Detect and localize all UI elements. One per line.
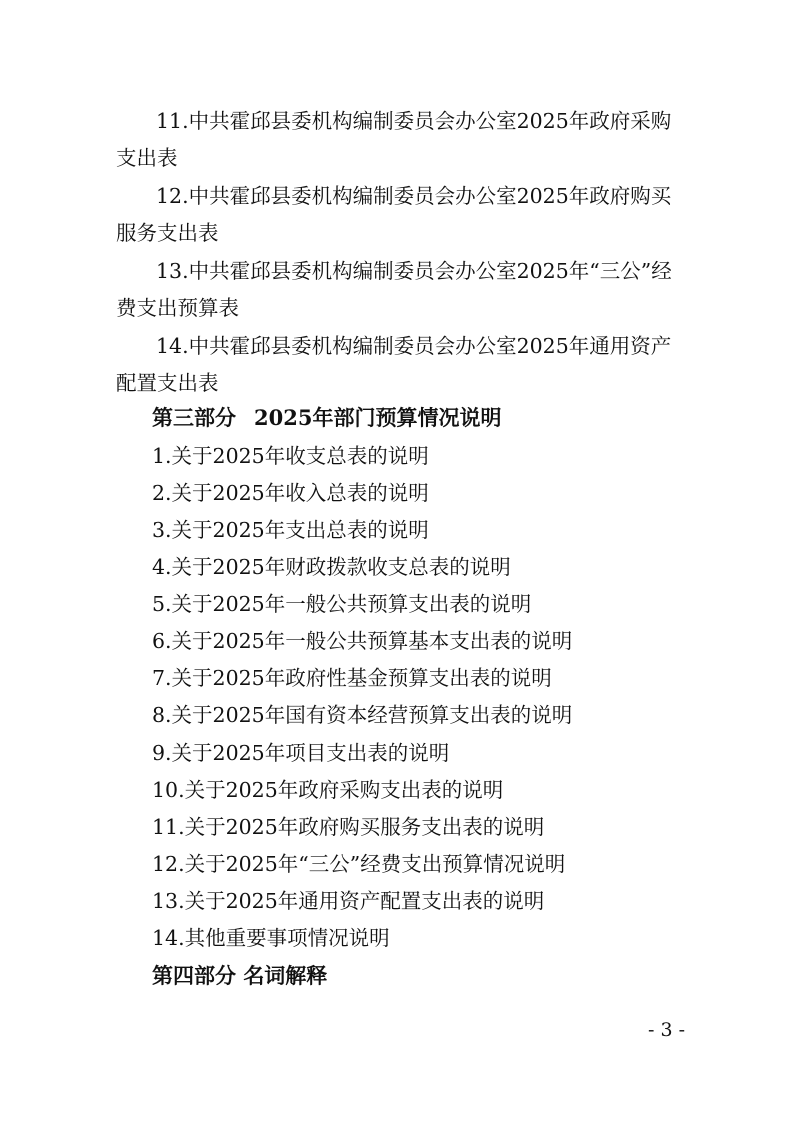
- table-list-item-12-text: 12.中共霍邱县委机构编制委员会办公室2025年政府购买服务支出表: [116, 184, 672, 245]
- part4-label: 第四部分: [152, 963, 236, 988]
- part3-title: 2025年部门预算情况说明: [254, 405, 502, 430]
- part3-item: 2.关于2025年收入总表的说明: [152, 481, 429, 505]
- table-list-item-13: [116, 253, 690, 327]
- table-list-item-14: [116, 328, 690, 402]
- part4-heading: [152, 962, 327, 990]
- table-list-item-14-text: 14.中共霍邱县委机构编制委员会办公室2025年通用资产配置支出表: [116, 334, 672, 395]
- part3-item: 8.关于2025年国有资本经营预算支出表的说明: [152, 703, 573, 727]
- part3-item: 13.关于2025年通用资产配置支出表的说明: [152, 889, 545, 913]
- part3-item: 9.关于2025年项目支出表的说明: [152, 741, 450, 765]
- part3-heading: [152, 404, 501, 432]
- part3-item: 4.关于2025年财政拨款收支总表的说明: [152, 555, 511, 579]
- part3-item: 5.关于2025年一般公共预算支出表的说明: [152, 592, 532, 616]
- part4-title: 名词解释: [243, 963, 328, 988]
- part3-item: 7.关于2025年政府性基金预算支出表的说明: [152, 666, 552, 690]
- part3-item: 14.其他重要事项情况说明: [152, 926, 390, 950]
- part3-item: 3.关于2025年支出总表的说明: [152, 518, 429, 542]
- table-list-item-11-text: 11.中共霍邱县委机构编制委员会办公室2025年政府采购支出表: [116, 109, 672, 170]
- part3-item: 12.关于2025年“三公”经费支出预算情况说明: [152, 852, 566, 876]
- table-list-item-12: [116, 178, 690, 252]
- part3-item: 11.关于2025年政府购买服务支出表的说明: [152, 815, 545, 839]
- part3-label: 第三部分: [152, 405, 236, 430]
- table-list-item-13-text: 13.中共霍邱县委机构编制委员会办公室2025年“三公”经费支出预算表: [116, 259, 672, 320]
- part3-item: 10.关于2025年政府采购支出表的说明: [152, 778, 504, 802]
- table-list-item-11: [116, 103, 690, 177]
- part3-item: 6.关于2025年一般公共预算基本支出表的说明: [152, 629, 573, 653]
- page-number: - 3 -: [647, 1019, 685, 1041]
- part3-item: 1.关于2025年收支总表的说明: [152, 444, 429, 468]
